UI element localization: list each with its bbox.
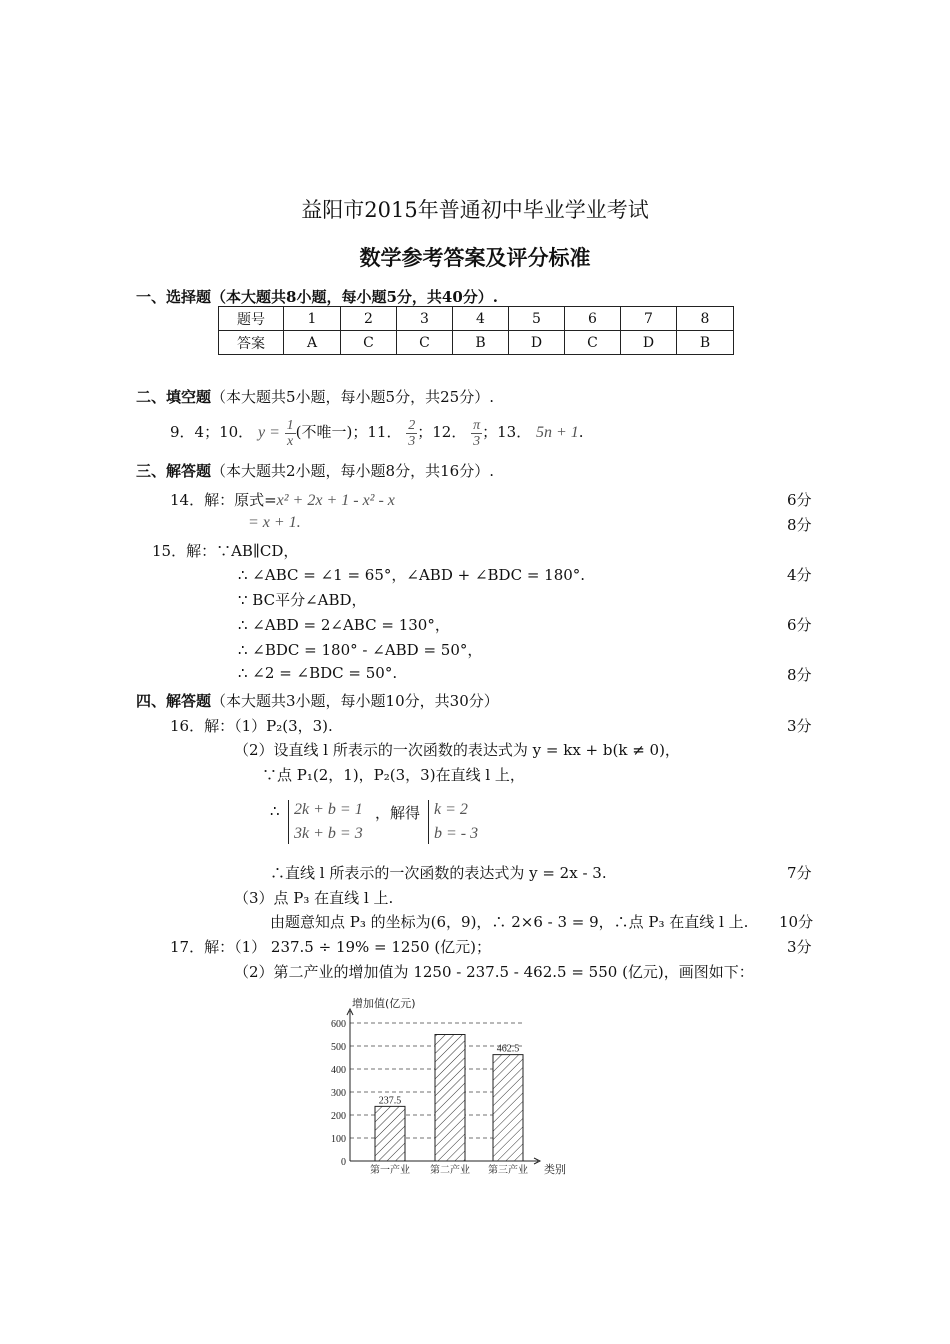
table-cell: C — [565, 331, 621, 355]
q15-line-2: ∵ BC平分∠ABD， — [238, 591, 367, 609]
q16-line-6: （3）点 P₃ 在直线 l 上. — [234, 889, 394, 907]
answer-text: (不唯一)；11． — [295, 423, 402, 441]
brace-left-2 — [428, 800, 429, 844]
y-axis-label: 增加值(亿元) — [352, 997, 416, 1010]
table-cell: B — [677, 331, 734, 355]
q17-line-1: 17．解：（1） 237.5 ÷ 19% = 1250 (亿元)； — [170, 938, 492, 956]
section-4-heading: 四、解答题 — [136, 692, 212, 710]
score: 8分 — [787, 666, 812, 684]
table-cell: 2 — [341, 307, 397, 331]
table-cell: 7 — [621, 307, 677, 331]
fraction: $\frac{2}{3}$ — [408, 417, 416, 449]
document-subtitle: 数学参考答案及评分标准 — [359, 245, 591, 270]
data-label: 462.5 — [496, 1043, 520, 1055]
brace-left-1 — [288, 800, 289, 844]
table-cell: 5 — [509, 307, 565, 331]
answer-text: ；13． — [482, 423, 532, 441]
x-axis-label: 类别 — [544, 1163, 566, 1176]
answer-text: 9．4；10． — [170, 423, 254, 441]
table-cell: C — [341, 331, 397, 355]
score: 3分 — [787, 938, 812, 956]
equation: 3k + b = 3 — [294, 825, 363, 842]
solve-text: ，解得 — [375, 804, 421, 822]
q15-line-3: ∴ ∠ABD = 2∠ABC = 130°， — [238, 616, 450, 634]
q16-line-3: ∵点 P₁(2，1)，P₂(3，3)在直线 l 上， — [262, 766, 525, 784]
table-cell: D — [621, 331, 677, 355]
bar — [375, 1106, 405, 1161]
fraction: $\frac{1}{x}$ — [286, 417, 294, 449]
bar — [493, 1055, 523, 1161]
math-expression: 5n + 1 — [536, 424, 579, 441]
table-cell: D — [509, 331, 565, 355]
score: 6分 — [787, 616, 812, 634]
score: 4分 — [787, 566, 812, 584]
fraction: $\frac{\pi}{3}$ — [473, 417, 481, 449]
q15-line-5: ∴ ∠2 = ∠BDC = 50°. — [238, 664, 398, 682]
q15-line-4: ∴ ∠BDC = 180° - ∠ABD = 50°， — [238, 641, 483, 659]
q17-line-2: （2）第二产业的增加值为 1250 - 237.5 - 462.5 = 550 (亿元)，画图如下： — [234, 963, 754, 981]
row-label-number: 题号 — [219, 307, 284, 331]
answer-table — [218, 306, 734, 355]
section-3-heading: 三、解答题 — [136, 462, 212, 480]
x-tick-label: 第一产业 — [370, 1165, 410, 1176]
section-2-note: （本大题共5小题，每小题5分，共25分）. — [211, 388, 494, 406]
score: 3分 — [787, 717, 812, 735]
math-expression: y = — [257, 424, 280, 441]
section-2-heading: 二、填空题 — [136, 388, 212, 406]
y-tick-label: 0 — [341, 1157, 346, 1168]
x-tick-label: 第二产业 — [430, 1165, 470, 1176]
fill-in-answers: 9．4；10． y = $\frac{1}{x}$ (不唯一)；11． $\frac{2}{3}$ ；12． $\frac{\pi}{3}$ ；13． 5n + 1. — [170, 417, 584, 449]
therefore-symbol: ∴ — [270, 802, 280, 820]
q16-line-2: （2）设直线 l 所表示的一次函数的表达式为 y = kx + b(k ≠ 0)， — [234, 741, 680, 759]
score: 7分 — [787, 864, 812, 882]
bar — [435, 1035, 465, 1162]
score: 6分 — [787, 491, 812, 509]
table-cell: 3 — [397, 307, 453, 331]
score: 10分 — [779, 913, 814, 931]
q14-line-2: = x + 1. — [248, 514, 301, 531]
y-tick-label: 600 — [331, 1019, 346, 1030]
section-1-header — [136, 286, 498, 307]
q15-line-1: ∴ ∠ABC = ∠1 = 65°，∠ABD + ∠BDC = 180°. — [238, 566, 586, 584]
table-row-numbers — [219, 307, 734, 331]
x-tick-label: 第三产业 — [488, 1165, 528, 1176]
y-tick-label: 100 — [331, 1134, 346, 1145]
q16-line-7: 由题意知点 P₃ 的坐标为(6，9)，∴ 2×6 - 3 = 9，∴点 P₃ 在直线 l 上. — [270, 913, 749, 931]
q14-line-1: 14．解：原式=x² + 2x + 1 - x² - x — [170, 491, 395, 509]
section-4-header — [136, 690, 499, 711]
equation: b = - 3 — [434, 825, 479, 842]
equation: 2k + b = 1 — [294, 801, 363, 818]
table-cell: 1 — [284, 307, 341, 331]
y-tick-label: 400 — [331, 1065, 346, 1076]
y-tick-label: 200 — [331, 1111, 346, 1122]
data-label: 237.5 — [378, 1095, 402, 1107]
table-cell: B — [453, 331, 509, 355]
section-3-note: （本大题共2小题，每小题8分，共16分）. — [211, 462, 494, 480]
score: 8分 — [787, 516, 812, 534]
q16-line-1: 16．解：（1）P₂(3，3). — [170, 717, 333, 735]
table-cell: 8 — [677, 307, 734, 331]
table-row-answers — [219, 331, 734, 355]
document-title: 益阳市2015年普通初中毕业学业考试 — [301, 198, 649, 222]
y-tick-label: 300 — [331, 1088, 346, 1099]
q16-line-5: ∴直线 l 所表示的一次函数的表达式为 y = 2x - 3. — [270, 864, 607, 882]
equation: k = 2 — [434, 801, 468, 818]
answer-text: ；12． — [417, 423, 467, 441]
q15-line-0: 15．解：∵AB∥CD， — [152, 542, 299, 560]
table-cell: A — [284, 331, 341, 355]
section-1-note: （本大题共8小题，每小题5分，共40分）. — [211, 288, 498, 306]
bar-chart — [318, 992, 588, 1184]
table-cell: 6 — [565, 307, 621, 331]
table-cell: 4 — [453, 307, 509, 331]
table-cell: C — [397, 331, 453, 355]
section-2-header — [136, 386, 494, 407]
section-3-header — [136, 460, 494, 481]
section-1-heading: 一、选择题 — [136, 288, 212, 306]
row-label-answer: 答案 — [219, 331, 284, 355]
section-4-note: （本大题共3小题，每小题10分，共30分） — [211, 692, 499, 710]
y-tick-label: 500 — [331, 1042, 346, 1053]
